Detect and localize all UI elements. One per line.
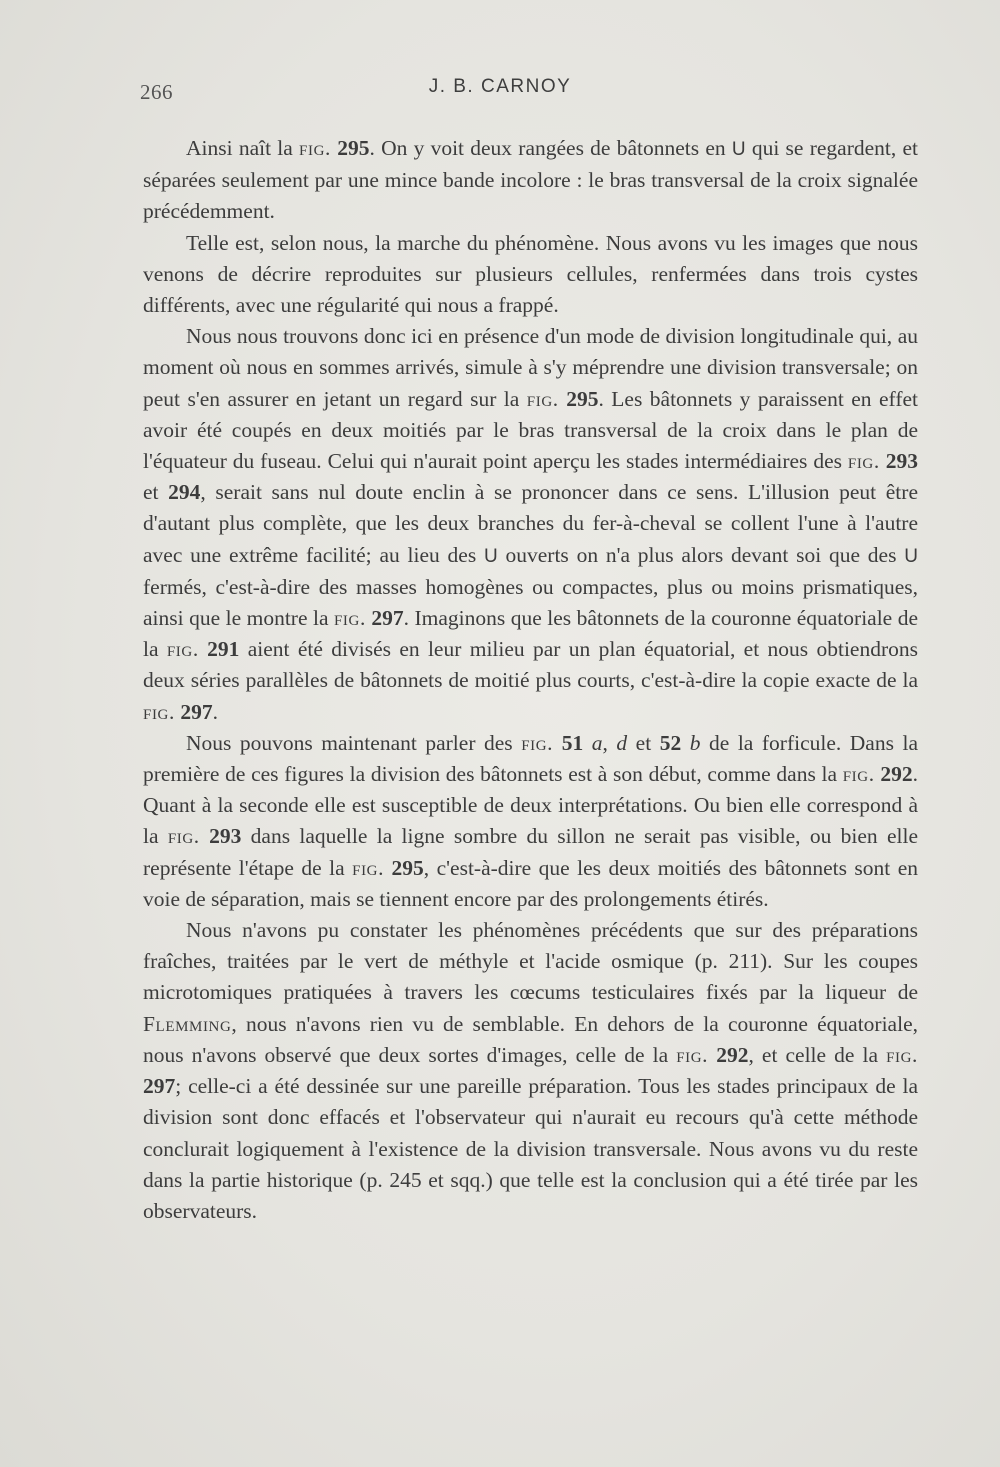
italic-letter: d [616, 730, 628, 755]
page-number: 266 [140, 80, 173, 104]
text-run: , nous n'avons rien vu de semblable. En dehors de la couronne équatoriale, nous n'avons observé que deux sortes d'images, celle de la [143, 1011, 918, 1067]
text-run [708, 1043, 716, 1067]
text-run: . Les bâtonnets y paraissent en effet avoir été coupés en deux moitiés par le bras transversal de la croix dans le plan de l'équateur du fuseau. Celui qui n'aurait point aperçu les stades intermédiaires des [143, 386, 919, 474]
text-run [200, 824, 209, 848]
fig-ref: fig. [143, 699, 175, 724]
fig-ref: fig. [521, 730, 554, 755]
text-run: , et celle de la [748, 1042, 887, 1067]
text-run: dans laquelle la ligne sombre du sillon ne serait pas visible, ou bien elle représente l'étape de la [143, 824, 918, 880]
figure-number: 292 [880, 762, 913, 787]
text-run: . On y voit deux rangées de bâtonnets en [369, 136, 732, 160]
text-run [553, 731, 562, 755]
figure-number: 295 [391, 855, 424, 880]
text-run: . Imaginons que les bâtonnets de la couronne équatoriale de la [143, 606, 918, 662]
text-run: , [602, 730, 617, 755]
text-run [199, 637, 207, 661]
figure-number: 292 [716, 1042, 749, 1067]
text-run: Nous pouvons maintenant parler des [186, 730, 522, 755]
fig-ref: fig. [167, 824, 200, 849]
u-letter: U [483, 545, 498, 567]
text-run: qui se regardent, et séparées seulement par une mince bande incolore : le bras transversal de la croix signalée précédemment. [143, 136, 918, 224]
text-run: ouverts on n'a plus alors devant soi que des [497, 542, 905, 567]
figure-number: 293 [885, 449, 918, 474]
text-run: Nous n'avons pu constater les phénomènes précédents que sur des préparations fraîches, traitées par le vert de méthyle et l'acide osmique (p. 211). Sur les coupes microtomiques pratiquées à travers les cœcums testiculaires fixés par la liqueur de [143, 918, 918, 1005]
u-letter: U [904, 545, 918, 567]
text-run: et [627, 730, 660, 755]
figure-number: 52 [659, 730, 682, 755]
text-run: fermés, c'est-à-dire des masses homogènes ou compactes, plus ou moins prismatiques, ainsi que le montre la [143, 574, 918, 631]
text-run: Nous nous trouvons donc ici en présence d'un mode de division longitudinale qui, au moment où nous en sommes arrivés, simule à s'y méprendre une division transversale; on peut s'en assurer en jetant un regard sur la [143, 324, 918, 411]
fig-ref: fig. [847, 449, 880, 474]
fig-ref: fig. [166, 637, 199, 662]
paragraph [143, 915, 918, 1227]
fig-ref: fig. [886, 1042, 919, 1067]
text-run: de la forficule. Dans la première de ces figures la division des bâtonnets est à son début, comme dans la [143, 730, 919, 787]
body-text [143, 133, 918, 1227]
text-run: et [143, 480, 169, 505]
u-letter: U [731, 139, 746, 160]
text-run [681, 731, 690, 755]
fig-ref: fig. [352, 855, 385, 880]
fig-ref: fig. [676, 1042, 709, 1067]
figure-number: 295 [566, 386, 599, 411]
fig-ref: fig. [842, 762, 875, 787]
text-run: Ainsi naît la [186, 136, 300, 160]
figure-number: 294 [168, 480, 201, 505]
fig-ref: Flemming [143, 1011, 232, 1036]
italic-letter: a [591, 730, 603, 755]
fig-ref: fig. [333, 606, 366, 631]
figure-number: 293 [209, 824, 242, 849]
figure-number: 297 [371, 606, 404, 631]
fig-ref: fig. [526, 386, 559, 411]
italic-letter: b [689, 730, 701, 755]
text-run: ; celle-ci a été dessinée sur une pareille préparation. Tous les stades principaux de la division sont donc effacés et l'observateur qui n'aurait eu recours qu'à cette méthode conclurait logiquement à l'existence de la division transversale. Nous avons vu du reste dans la partie historique (p. 245 et sqq.) que telle est la conclusion qui a été tirée par les observateurs. [143, 1074, 918, 1223]
text-run: Telle est, selon nous, la marche du phénomène. Nous avons vu les images que nous venons de décrire reproduites sur plusieurs cellules, renfermées dans trois cystes différents, avec une régularité qui nous a frappé. [143, 230, 918, 318]
text-run [583, 731, 592, 755]
paragraph [143, 228, 918, 322]
text-run: , serait sans nul doute enclin à se prononcer dans ce sens. L'illusion peut être d'autant plus complète, que les deux branches du fer-à-cheval se collent l'une à l'autre avec une extrême facilité; au lieu des [143, 480, 918, 567]
fig-ref: fig. [299, 136, 331, 160]
figure-number: 291 [207, 637, 240, 662]
text-run: . Quant à la seconde elle est susceptible de deux interprétations. Ou bien elle correspond à la [143, 762, 918, 849]
text-run: , c'est-à-dire que les deux moitiés des bâtonnets sont en voie de séparation, mais se tiennent encore par des prolongements étirés. [143, 855, 919, 911]
text-run [384, 856, 391, 880]
figure-number: 51 [561, 730, 584, 755]
running-head: J. B. CARNOY [428, 76, 572, 97]
text-run: . [212, 699, 218, 724]
paragraph [143, 133, 918, 228]
figure-number: 297 [143, 1074, 176, 1099]
figure-number: 297 [180, 699, 213, 724]
paragraph [143, 728, 918, 915]
figure-number: 295 [337, 136, 370, 160]
paragraph [143, 321, 918, 728]
text-run: aient été divisés en leur milieu par un plan équatorial, et nous obtiendrons deux séries parallèles de bâtonnets de moitié plus courts, c'est-à-dire la copie exacte de la [143, 637, 918, 693]
